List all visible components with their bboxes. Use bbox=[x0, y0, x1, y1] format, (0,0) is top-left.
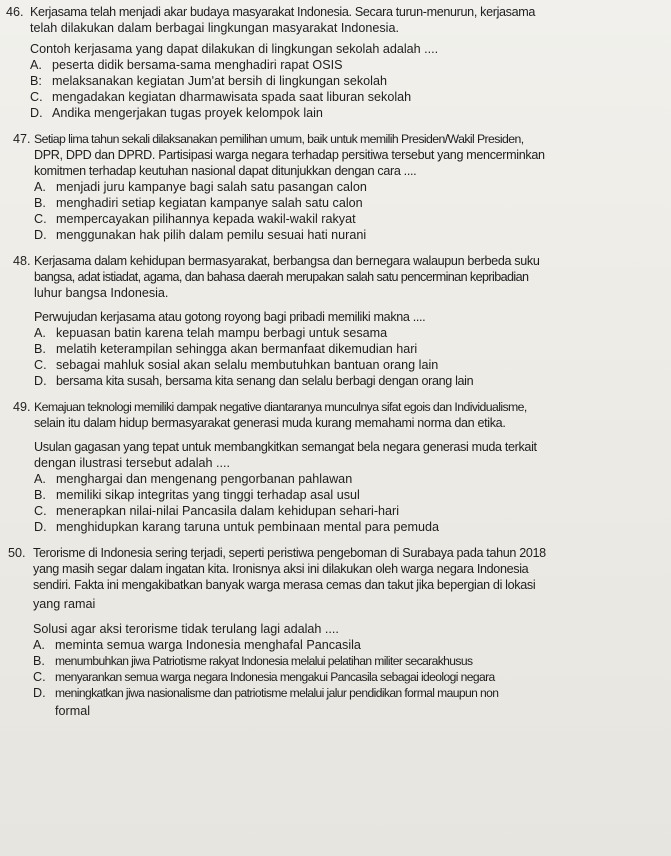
question-stem-line: Kerjasama telah menjadi akar budaya masyarakat Indonesia. Secara turun-menurun, kerjasama bbox=[30, 5, 536, 19]
question-prompt: dengan ilustrasi tersebut adalah .... bbox=[34, 456, 231, 470]
question-stem-line: komitmen terhadap keutuhan nasional dapat ditunjukkan dengan cara .... bbox=[34, 164, 417, 178]
option-text: mempercayakan pilihannya kepada wakil-wakil rakyat bbox=[56, 212, 356, 226]
question-prompt: Solusi agar aksi terorisme tidak terulang lagi adalah .... bbox=[33, 622, 339, 636]
question-stem-line: DPR, DPD dan DPRD. Partisipasi warga negara terhadap persitiwa tersebut yang mencerminkan bbox=[34, 148, 545, 162]
option-letter: D. bbox=[30, 106, 43, 120]
option-text: bersama kita susah, bersama kita senang dan selalu berbagi dengan orang lain bbox=[56, 374, 474, 388]
option-letter: C. bbox=[33, 670, 46, 684]
option-letter: A. bbox=[34, 472, 46, 486]
option-letter: A. bbox=[33, 638, 45, 652]
option-text: menyarankan semua warga negara Indonesia mengakui Pancasila sebagai ideologi negara bbox=[55, 670, 495, 684]
option-text: sebagai mahluk sosial akan selalu membutuhkan bantuan orang lain bbox=[56, 358, 439, 372]
option-letter: B. bbox=[34, 342, 46, 356]
question-stem-line: selain itu dalam hidup bermasyarakat generasi muda kurang memahami norma dan etika. bbox=[34, 416, 506, 430]
option-text: meminta semua warga Indonesia menghafal Pancasila bbox=[55, 638, 361, 652]
option-text: melaksanakan kegiatan Jum'at bersih di lingkungan sekolah bbox=[52, 74, 387, 88]
option-text: menumbuhkan jiwa Patriotisme rakyat Indonesia melalui pelatihan militer secarakhusus bbox=[55, 654, 473, 668]
question-stem-line: Setiap lima tahun sekali dilaksanakan pemilihan umum, baik untuk memilih Presiden/Wakil Presiden, bbox=[34, 132, 524, 146]
option-letter: C. bbox=[30, 90, 43, 104]
option-text: menghargai dan mengenang pengorbanan pahlawan bbox=[56, 472, 353, 486]
option-text: menggunakan hak pilih dalam pemilu sesuai hati nurani bbox=[56, 228, 367, 242]
option-text: melatih keterampilan sehingga akan bermanfaat dikemudian hari bbox=[56, 342, 418, 356]
option-text-continuation: formal bbox=[55, 704, 90, 718]
option-letter: D. bbox=[34, 520, 47, 534]
question-prompt: Usulan gagasan yang tepat untuk membangkitkan semangat bela negara generasi muda terkait bbox=[34, 440, 537, 454]
question-prompt: Perwujudan kerjasama atau gotong royong bagi pribadi memiliki makna .... bbox=[34, 310, 426, 324]
option-text: meningkatkan jiwa nasionalisme dan patriotisme melalui jalur pendidikan formal maupun non bbox=[55, 686, 499, 700]
question-number: 50. bbox=[8, 546, 26, 560]
question-prompt: Contoh kerjasama yang dapat dilakukan di lingkungan sekolah adalah .... bbox=[30, 42, 439, 56]
option-letter: B. bbox=[34, 196, 46, 210]
option-letter: A. bbox=[30, 58, 42, 72]
option-letter: A. bbox=[34, 326, 46, 340]
option-text: kepuasan batin karena telah mampu berbagi untuk sesama bbox=[56, 326, 388, 340]
question-number: 47. bbox=[13, 132, 31, 146]
question-stem-line: Terorisme di Indonesia sering terjadi, seperti peristiwa pengeboman di Surabaya pada tahun 2018 bbox=[33, 546, 546, 560]
option-letter: C. bbox=[34, 358, 47, 372]
question-stem-line: luhur bangsa Indonesia. bbox=[34, 286, 169, 300]
option-letter: B: bbox=[30, 74, 42, 88]
question-stem-line: telah dilakukan dalam berbagai lingkungan masyarakat Indonesia. bbox=[30, 21, 399, 35]
option-text: Andika mengerjakan tugas proyek kelompok lain bbox=[52, 106, 323, 120]
question-number: 49. bbox=[13, 400, 31, 414]
option-text: menjadi juru kampanye bagi salah satu pasangan calon bbox=[56, 180, 367, 194]
option-letter: A. bbox=[34, 180, 46, 194]
option-letter: C. bbox=[34, 212, 47, 226]
question-number: 48. bbox=[13, 254, 31, 268]
question-stem-line: Kerjasama dalam kehidupan bermasyarakat, berbangsa dan bernegara walaupun berbeda suku bbox=[34, 254, 540, 268]
option-letter: C. bbox=[34, 504, 47, 518]
option-text: menghidupkan karang taruna untuk pembinaan mental para pemuda bbox=[56, 520, 439, 534]
option-letter: D. bbox=[33, 686, 46, 700]
option-letter: B. bbox=[33, 654, 45, 668]
option-text: peserta didik bersama-sama menghadiri rapat OSIS bbox=[52, 58, 343, 72]
question-number: 46. bbox=[6, 5, 24, 19]
option-text: menerapkan nilai-nilai Pancasila dalam kehidupan sehari-hari bbox=[56, 504, 400, 518]
question-stem-line: yang ramai bbox=[33, 597, 96, 611]
question-stem-line: Kemajuan teknologi memiliki dampak negative diantaranya munculnya sifat egois dan Individualisme, bbox=[34, 400, 527, 414]
option-text: memiliki sikap integritas yang tinggi terhadap asal usul bbox=[56, 488, 360, 502]
question-stem-line: bangsa, adat istiadat, agama, dan bahasa daerah merupakan salah satu pencerminan kepribadian bbox=[34, 270, 529, 284]
option-letter: B. bbox=[34, 488, 46, 502]
question-stem-line: sendiri. Fakta ini mengakibatkan banyak warga merasa cemas dan takut jika bepergian di lokasi bbox=[33, 578, 536, 592]
option-text: mengadakan kegiatan dharmawisata spada saat liburan sekolah bbox=[52, 90, 412, 104]
option-letter: D. bbox=[34, 228, 47, 242]
option-text: menghadiri setiap kegiatan kampanye salah satu calon bbox=[56, 196, 363, 210]
option-letter: D. bbox=[34, 374, 47, 388]
question-stem-line: yang masih segar dalam ingatan kita. Ironisnya aksi ini dilakukan oleh warga negara Indonesia bbox=[33, 562, 529, 576]
